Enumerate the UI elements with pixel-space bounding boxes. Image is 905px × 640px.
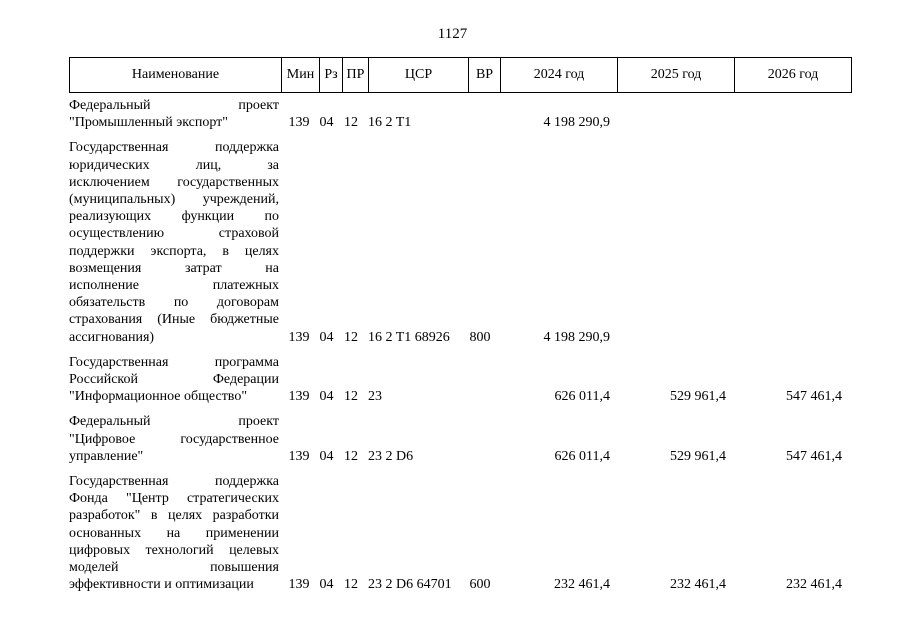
- row-name-line: исключением государственных: [69, 174, 279, 190]
- row-name-line: Федеральный проект: [69, 414, 279, 430]
- ministry-code: 139: [288, 577, 310, 593]
- subsection-code: 12: [344, 115, 358, 131]
- target-article-code: 16 2 T1: [368, 115, 412, 131]
- row-name: [69, 473, 279, 593]
- row-name-line: основанных на применении: [69, 525, 279, 541]
- ministry-code: 139: [288, 115, 310, 131]
- row-name-line: страхования (Иные бюджетные: [69, 312, 279, 328]
- row-name-line: Фонда "Центр стратегических: [69, 491, 279, 507]
- row-name: [69, 139, 279, 345]
- row-name-line: цифровых технологий целевых: [69, 542, 279, 558]
- header-2024: 2024 год: [501, 58, 618, 93]
- table-row: [69, 473, 851, 593]
- budget-rows: [69, 97, 851, 601]
- amount-2024: 626 011,4: [554, 389, 610, 405]
- table-row: [69, 354, 851, 406]
- table-row: [69, 97, 851, 131]
- row-name-line: "Цифровое государственное: [69, 431, 279, 447]
- row-name-line: Российской Федерации: [69, 372, 279, 388]
- row-name-line: "Информационное общество": [69, 389, 248, 405]
- target-article-code: 16 2 T1 68926: [368, 329, 450, 345]
- row-name-line: "Промышленный экспорт": [69, 115, 229, 131]
- header-rz: Рз: [320, 58, 343, 93]
- section-code: 04: [319, 115, 334, 131]
- row-name-line: Государственная программа: [69, 354, 279, 370]
- ministry-code: 139: [288, 329, 310, 345]
- row-name-line: возмещения затрат на: [69, 260, 279, 276]
- target-article-code: 23: [368, 389, 382, 405]
- row-name: [69, 413, 279, 465]
- amount-2026: 547 461,4: [786, 448, 842, 464]
- row-name-line: обязательств по договорам: [69, 295, 279, 311]
- section-code: 04: [319, 577, 334, 593]
- row-name-line: (муниципальных) учреждений,: [69, 192, 279, 208]
- expense-type-code: 600: [469, 577, 491, 593]
- amount-2024: 232 461,4: [554, 577, 610, 593]
- row-name-line: моделей повышения: [69, 560, 279, 576]
- row-name-line: поддержки экспорта, в целях: [69, 243, 279, 259]
- subsection-code: 12: [344, 448, 358, 464]
- subsection-code: 12: [344, 389, 358, 405]
- subsection-code: 12: [344, 329, 358, 345]
- amount-2025: 529 961,4: [670, 389, 726, 405]
- table-row: [69, 139, 851, 345]
- row-name: [69, 97, 279, 131]
- amount-2024: 4 198 290,9: [543, 329, 610, 345]
- row-name: [69, 354, 279, 406]
- amount-2024: 626 011,4: [554, 448, 610, 464]
- section-code: 04: [319, 329, 334, 345]
- amount-2024: 4 198 290,9: [543, 115, 610, 131]
- row-name-line: разработок" в целях разработки: [69, 508, 279, 524]
- row-name-line: реализующих функции по: [69, 209, 279, 225]
- row-name-line: ассигнования): [69, 329, 155, 345]
- amount-2026: 232 461,4: [786, 577, 842, 593]
- ministry-code: 139: [288, 448, 310, 464]
- header-min: Мин: [282, 58, 320, 93]
- amount-2025: 529 961,4: [670, 448, 726, 464]
- expense-type-code: 800: [469, 329, 491, 345]
- section-code: 04: [319, 389, 334, 405]
- header-vr: ВР: [469, 58, 501, 93]
- table-row: [69, 413, 851, 465]
- amount-2025: 232 461,4: [670, 577, 726, 593]
- header-2026: 2026 год: [735, 58, 852, 93]
- section-code: 04: [319, 448, 334, 464]
- ministry-code: 139: [288, 389, 310, 405]
- header-2025: 2025 год: [618, 58, 735, 93]
- row-name-line: эффективности и оптимизации: [69, 577, 254, 593]
- row-name-line: Государственная поддержка: [69, 140, 279, 156]
- row-name-line: Государственная поддержка: [69, 474, 279, 490]
- header-csr: ЦСР: [369, 58, 469, 93]
- target-article-code: 23 2 D6: [368, 448, 414, 464]
- header-pr: ПР: [343, 58, 369, 93]
- target-article-code: 23 2 D6 64701: [368, 577, 452, 593]
- table-header: [69, 57, 852, 93]
- header-name: Наименование: [70, 58, 282, 93]
- subsection-code: 12: [344, 577, 358, 593]
- row-name-line: управление": [69, 448, 144, 464]
- row-name-line: осуществлению страховой: [69, 226, 279, 242]
- page-number: 1127: [437, 26, 468, 42]
- row-name-line: исполнение платежных: [69, 278, 279, 294]
- row-name-line: юридических лиц, за: [69, 157, 279, 173]
- row-name-line: Федеральный проект: [69, 98, 279, 113]
- amount-2026: 547 461,4: [786, 389, 842, 405]
